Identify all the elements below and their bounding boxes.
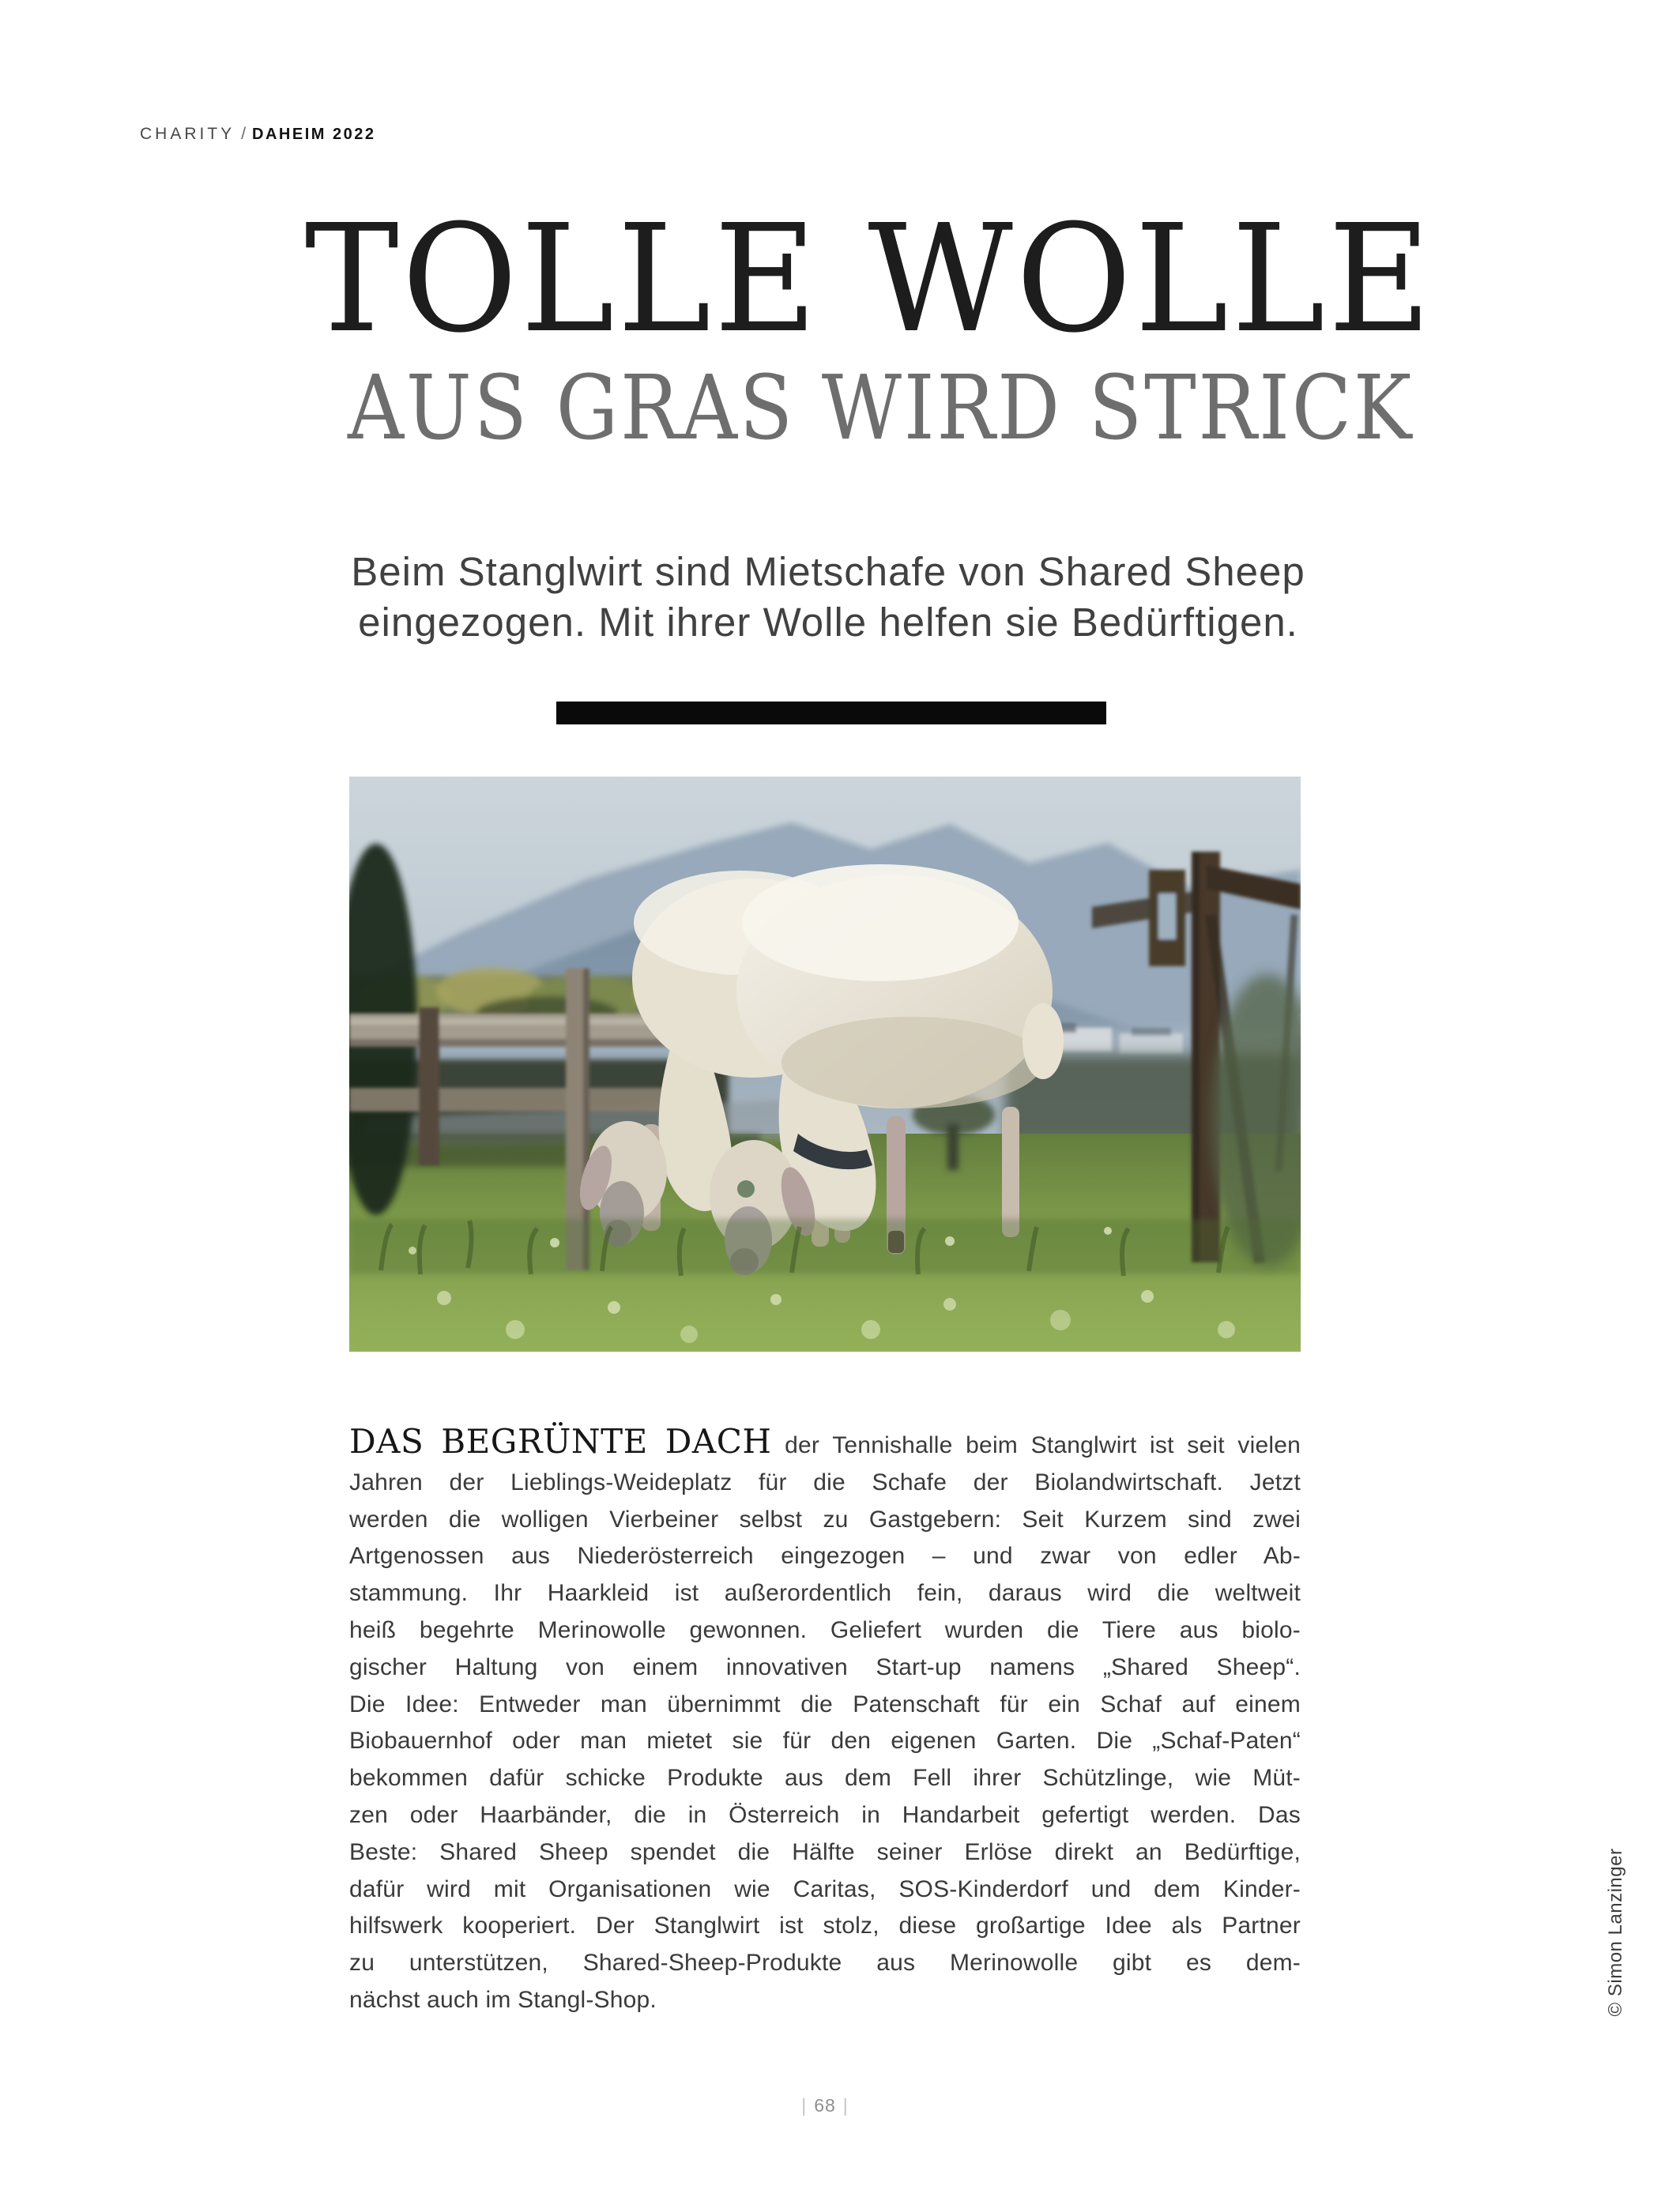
body-line: Beste: Shared Sheep spendet die Hälfte seiner Erlöse direkt an Bedürftige, — [349, 1838, 1301, 1865]
kicker — [140, 125, 375, 144]
page-number: 68 — [814, 2095, 836, 2116]
body-line: nächst auch im Stangl-Shop. — [349, 1986, 657, 2013]
sheep-photo — [349, 777, 1301, 1352]
body-line: Jahren der Lieblings-Weideplatz für die Schafe der Biolandwirtschaft. Jetzt — [349, 1469, 1301, 1495]
body-line: zu unterstützen, Shared-Sheep-Produkte aus Merinowolle gibt es dem- — [349, 1950, 1301, 1977]
sheep-photo-illustration — [349, 777, 1301, 1352]
body-line: Artgenossen aus Niederösterreich eingezogen – und zwar von edler Ab- — [349, 1543, 1301, 1570]
body-text: der Tennishalle beim Stanglwirt ist seit vielen — [771, 1432, 1301, 1458]
page-title: TOLLE WOLLE — [304, 193, 1434, 366]
page-footer — [349, 2095, 1301, 2116]
body-line — [349, 1424, 1301, 1465]
footer-bar-left: | — [801, 2095, 808, 2116]
body-line: dafür wird mit Organisationen wie Caritas, SOS-Kinderdorf und dem Kinder- — [349, 1875, 1301, 1902]
kicker-issue: DAHEIM 2022 — [252, 126, 376, 143]
body-line: hilfswerk kooperiert. Der Stanglwirt ist stolz, diese großartige Idee als Partner — [349, 1913, 1301, 1939]
collar-tag — [737, 1180, 755, 1198]
body-line: bekommen dafür schicke Produkte aus dem Fell ihrer Schützlinge, wie Müt- — [349, 1765, 1301, 1792]
article-body — [349, 1424, 1301, 2019]
photo-credit: © Simon Lanzinger — [1605, 1848, 1626, 2017]
kicker-section: CHARITY — [140, 125, 235, 143]
article-lead-in: DAS BEGRÜNTE DACH — [349, 1422, 772, 1461]
page-subtitle: AUS GRAS WIRD STRICK — [347, 357, 1414, 460]
body-line: stammung. Ihr Haarkleid ist außerordentlich fein, daraus wird die weltweit — [349, 1580, 1301, 1607]
body-line: werden die wolligen Vierbeiner selbst zu Gastgebern: Seit Kurzem sind zwei — [349, 1506, 1301, 1533]
body-line: Die Idee: Entweder man übernimmt die Patenschaft für ein Schaf auf einem — [349, 1691, 1301, 1717]
intro-line-1: Beim Stanglwirt sind Mietschafe von Shared Sheep — [351, 549, 1305, 594]
kicker-separator: / — [241, 125, 247, 143]
body-line: Biobauernhof oder man mietet sie für den eigenen Garten. Die „Schaf-Paten“ — [349, 1728, 1301, 1755]
headline-block — [275, 193, 1434, 460]
divider-bar — [556, 702, 1106, 724]
body-line: gischer Haltung von einem innovativen Start-up namens „Shared Sheep“. — [349, 1653, 1301, 1680]
intro-line-2: eingezogen. Mit ihrer Wolle helfen sie Bedürftigen. — [358, 600, 1298, 645]
body-line: heiß begehrte Merinowolle gewonnen. Geliefert wurden die Tiere aus biolo- — [349, 1616, 1301, 1643]
sheep-right-leg — [1002, 1107, 1019, 1237]
intro-standfirst — [275, 547, 1381, 648]
sheep-right-tail — [1023, 1003, 1064, 1079]
footer-bar-right: | — [842, 2095, 849, 2116]
fence-post — [419, 1007, 439, 1165]
body-line: zen oder Haarbänder, die in Österreich in Handarbeit gefertigt werden. Das — [349, 1801, 1301, 1828]
